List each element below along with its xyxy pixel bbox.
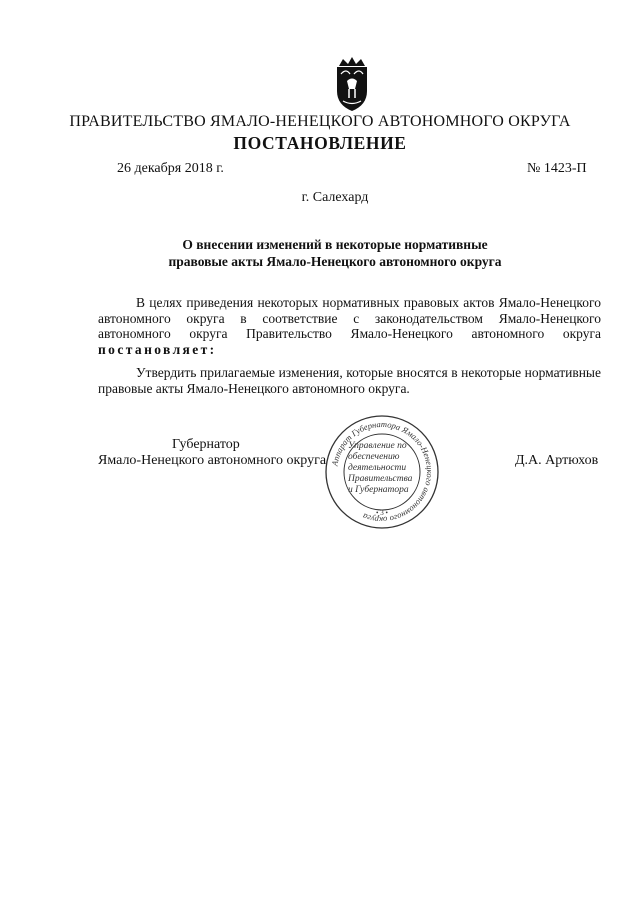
stamp-line: обеспечению — [348, 452, 400, 462]
stamp-line: Правительства — [348, 474, 413, 484]
stamp-inner-text — [348, 441, 428, 496]
title-line-1: О внесении изменений в некоторые нормативные — [182, 237, 488, 252]
preamble-paragraph — [98, 295, 601, 357]
resolution-paragraph: Утвердить прилагаемые изменения, которые вносятся в некоторые нормативные правовые акты Ямало-Ненецкого автономного округа. — [98, 365, 601, 396]
stamp-line: и Губернатора — [348, 485, 409, 495]
decree-word: постановляет: — [98, 341, 217, 357]
coat-of-arms-icon — [327, 57, 377, 113]
organization-name: ПРАВИТЕЛЬСТВО ЯМАЛО-НЕНЕЦКОГО АВТОНОМНОГО ОКРУГА — [69, 113, 571, 130]
title-line-2: правовые акты Ямало-Ненецкого автономного округа — [168, 254, 502, 269]
document-type: ПОСТАНОВЛЕНИЕ — [233, 133, 407, 153]
document-title — [0, 236, 640, 270]
document-date: 26 декабря 2018 г. — [117, 161, 224, 176]
stamp-line: Управление по — [348, 441, 407, 451]
signatory-name: Д.А. Артюхов — [515, 453, 599, 468]
preamble-text: В целях приведения некоторых нормативных правовых актов Ямало-Ненецкого автономного округа в соответствие с законодательством Ямало-Ненецкого автономного округа Правительство Ямало-Ненецкого автономного округа — [98, 295, 601, 342]
stamp-ring-text: Аппарат Губернатора Ямало-Ненецкого автономного округа — [329, 418, 436, 526]
document-city: г. Салехард — [301, 190, 369, 205]
document-number: № 1423-П — [527, 161, 587, 176]
signatory-position: Губернатор — [172, 437, 240, 452]
stamp-bottom-mark: • 3 • — [376, 509, 388, 517]
signatory-organization: Ямало-Ненецкого автономного округа — [98, 453, 327, 468]
stamp-line: деятельности — [348, 463, 407, 473]
